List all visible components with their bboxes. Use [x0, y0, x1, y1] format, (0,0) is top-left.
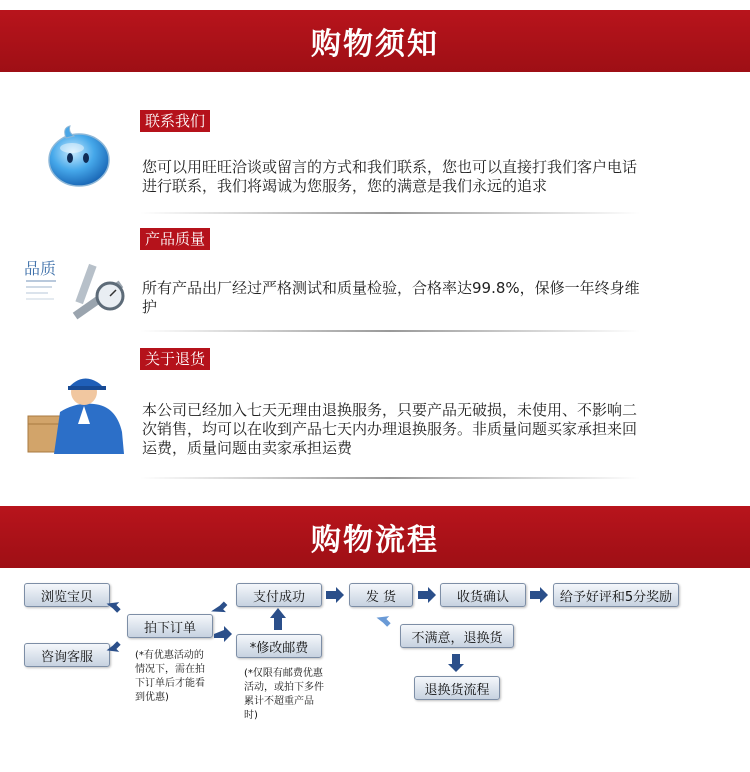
- quality-tag: 产品质量: [140, 228, 210, 250]
- flow-step-consult: 咨询客服: [24, 643, 110, 667]
- flow-step-order: 拍下订单: [127, 614, 213, 638]
- postage-note: (*仅限有邮费优惠活动，或拍下多件累计不超重产品时): [244, 668, 324, 721]
- flow-step-review: 给予好评和5分奖励: [553, 583, 679, 607]
- flow-step-ship: 发 货: [349, 583, 413, 607]
- divider: [140, 330, 640, 332]
- order-note: (*有优惠活动的情况下，需在拍下订单后才能看到优惠): [135, 650, 205, 703]
- divider: [140, 212, 640, 214]
- flow-step-modify-postage: *修改邮费: [236, 634, 322, 658]
- flow-step-browse: 浏览宝贝: [24, 583, 110, 607]
- process-banner: [0, 506, 750, 568]
- contact-tag: 联系我们: [140, 110, 210, 132]
- delivery-man-icon: [24, 372, 128, 454]
- flow-step-confirm: 收货确认: [440, 583, 526, 607]
- divider: [140, 477, 640, 479]
- svg-text:品质: 品质: [24, 259, 57, 278]
- flow-step-paid: 支付成功: [236, 583, 322, 607]
- notice-banner: [0, 10, 750, 72]
- flow-arrows: [0, 560, 750, 700]
- notice-banner-title: 购物须知: [311, 27, 439, 62]
- returns-tag: 关于退货: [140, 348, 210, 370]
- wangwang-chat-icon: [46, 124, 112, 190]
- contact-text: 您可以用旺旺洽谈或留言的方式和我们联系，您也可以直接打我们客户电话进行联系，我们将竭诚为您服务，您的满意是我们永远的追求: [142, 158, 638, 195]
- returns-text: 本公司已经加入七天无理由退换服务，只要产品无破损，未使用、不影响二次销售，均可以在收到产品七天内办理退换服务。非质量问题买家承担来回运费，质量问题由卖家承担运费: [142, 401, 638, 457]
- caliper-icon: [22, 256, 132, 322]
- flow-step-unsatisfied: 不满意，退换货: [400, 624, 514, 648]
- quality-text: 所有产品出厂经过严格测试和质量检验，合格率达99.8%，保修一年终身维护: [142, 279, 640, 316]
- process-banner-title: 购物流程: [311, 523, 439, 558]
- flow-step-return-process: 退换货流程: [414, 676, 500, 700]
